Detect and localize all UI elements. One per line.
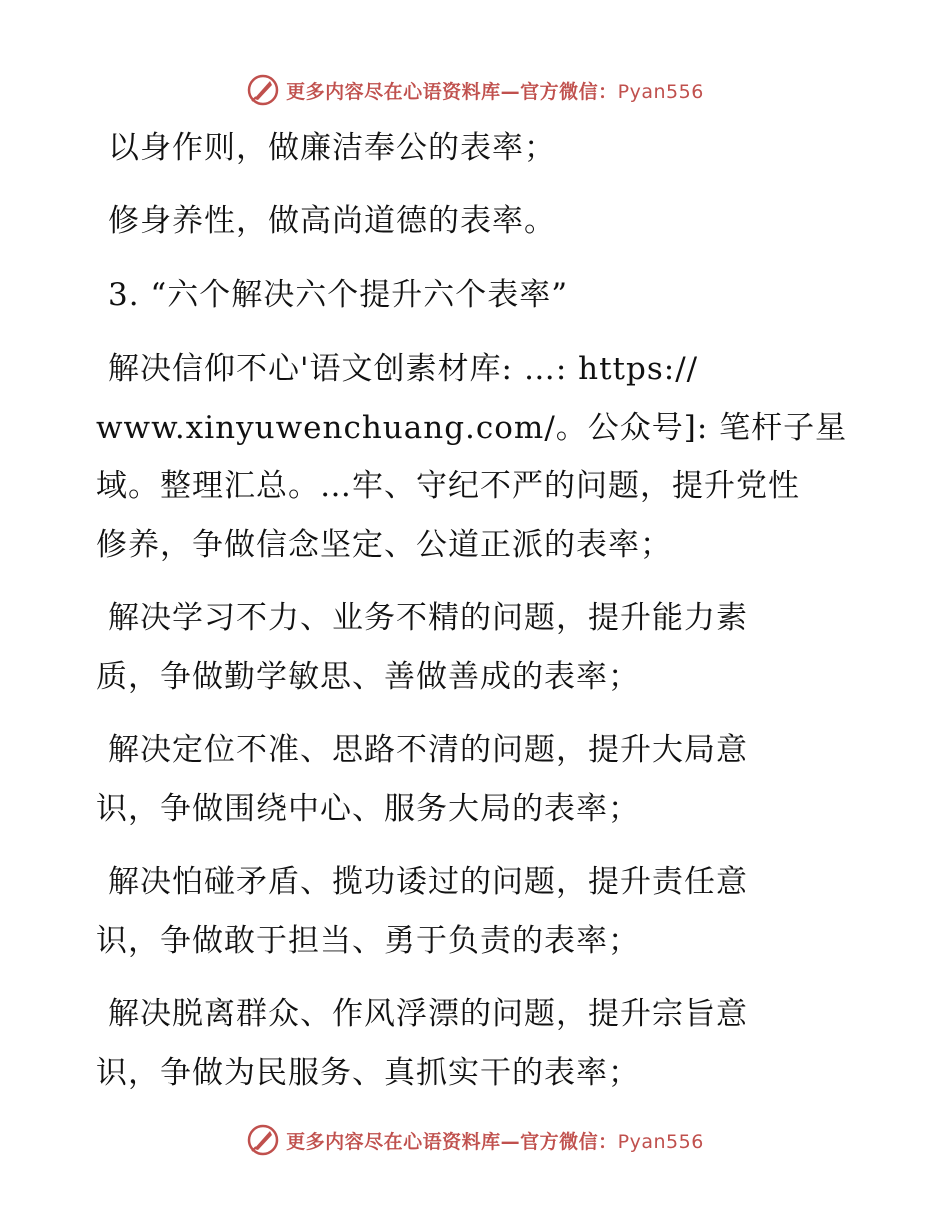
body-line: 修身养性，做高尚道德的表率。 <box>108 203 556 239</box>
body-line: www.xinyuwenchuang.com/。公众号]: 笔杆子星 <box>96 410 848 446</box>
quill-logo-icon <box>246 73 280 107</box>
body-line: 解决定位不准、思路不清的问题，提升大局意 <box>108 732 748 768</box>
banner-text: 更多内容尽在心语资料库—官方微信：Pyan556 <box>286 80 704 103</box>
body-line: 解决信仰不心'语文创素材库: …: https:// <box>108 351 699 387</box>
quill-logo-icon <box>246 1123 280 1157</box>
footer-banner <box>0 1118 950 1162</box>
body-line: 解决怕碰矛盾、揽功诿过的问题，提升责任意 <box>108 864 748 900</box>
banner-handle: Pyan556 <box>617 80 704 103</box>
body-line: 解决学习不力、业务不精的问题，提升能力素 <box>108 600 748 636</box>
header-banner <box>0 68 950 112</box>
banner-handle: Pyan556 <box>617 1130 704 1153</box>
section-heading: 3. “六个解决六个提升六个表率” <box>108 277 569 313</box>
banner-text: 更多内容尽在心语资料库—官方微信：Pyan556 <box>286 1130 704 1153</box>
body-line: 质，争做勤学敏思、善做善成的表率； <box>96 659 640 695</box>
body-line: 识，争做敢于担当、勇于负责的表率； <box>96 923 640 959</box>
body-line: 识，争做为民服务、真抓实干的表率； <box>96 1055 640 1091</box>
body-line: 识，争做围绕中心、服务大局的表率； <box>96 791 640 827</box>
body-line: 修养，争做信念坚定、公道正派的表率； <box>96 527 672 563</box>
body-line: 以身作则，做廉洁奉公的表率； <box>108 130 556 166</box>
body-line: 解决脱离群众、作风浮漂的问题，提升宗旨意 <box>108 996 748 1032</box>
body-line: 域。整理汇总。…牢、守纪不严的问题，提升党性 <box>96 468 800 504</box>
